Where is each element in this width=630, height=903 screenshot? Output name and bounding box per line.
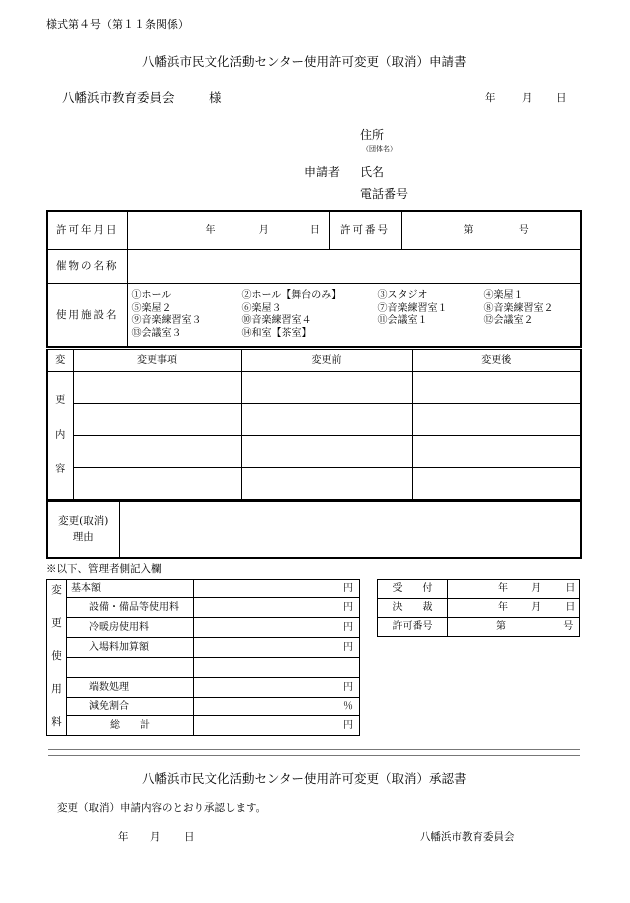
facility-option[interactable]: ②ホール【舞台のみ】 (241, 290, 342, 302)
receipt-year: 年 (498, 583, 508, 595)
receipt-month: 月 (531, 583, 542, 595)
fee-row-label: 基本額 (67, 580, 194, 598)
approval-date-month: 月 (150, 831, 161, 843)
facility-option[interactable]: ⑭和室【茶室】 (241, 327, 312, 339)
fee-side-char: 変 (51, 584, 62, 596)
reason-label-line: 変更(取消) (58, 515, 109, 528)
permit-date-month: 月 (258, 224, 269, 236)
fee-row-amount[interactable]: 円 (194, 678, 360, 698)
approval-date-day: 日 (184, 831, 195, 843)
application-table (46, 210, 582, 348)
fee-row-amount[interactable] (194, 658, 360, 678)
date-day: 日 (556, 92, 567, 104)
fee-row-label: 減免割合 (67, 698, 194, 716)
facility-option[interactable]: ⑫会議室２ (483, 315, 534, 327)
change-after-cell[interactable] (412, 404, 581, 436)
facility-option[interactable]: ⑤楽屋２ (131, 302, 172, 314)
fee-row-label: 冷暖房使用料 (67, 618, 194, 638)
fee-row-amount[interactable]: 円 (194, 598, 360, 618)
fee-row-amount[interactable]: 円 (194, 638, 360, 658)
permit-no-label: 許可番号 (329, 211, 401, 249)
change-after-cell[interactable] (412, 372, 581, 404)
applicant-label: 申請者 (304, 165, 341, 179)
fee-side-char: 使 (51, 650, 62, 663)
change-side-char: 更 (55, 395, 66, 406)
address-label: 住所 (360, 128, 385, 142)
date-year: 年 (485, 92, 496, 104)
name-label: 氏名 (360, 165, 385, 179)
addressee: 八幡浜市教育委員会 (62, 90, 175, 105)
permit-no-field[interactable] (401, 211, 581, 249)
change-after-cell[interactable] (412, 436, 581, 468)
permit-date-label: 許可年月日 (47, 211, 127, 249)
phone-label: 電話番号 (360, 187, 409, 201)
receipt-permit-suffix: 号 (563, 621, 574, 633)
change-before-cell[interactable] (241, 468, 412, 500)
org-note: （団体名） (362, 145, 397, 153)
change-item-cell[interactable] (73, 404, 241, 436)
approval-date-field[interactable] (448, 599, 580, 618)
facility-option[interactable]: ⑦音楽練習室１ (377, 302, 448, 314)
honorific: 様 (209, 90, 222, 105)
approval-issuer: 八幡浜市教育委員会 (420, 831, 515, 843)
fee-side-char: 料 (51, 716, 62, 729)
fee-row-label: 入場料加算額 (67, 638, 194, 658)
change-before-cell[interactable] (241, 372, 412, 404)
reason-label (47, 502, 119, 558)
fee-row-amount[interactable]: ％ (194, 698, 360, 716)
change-side-char: 変 (47, 350, 73, 372)
receipt-table (377, 579, 580, 637)
fee-row-label: 設備・備品等使用料 (67, 598, 194, 618)
facility-option[interactable]: ⑬会議室３ (131, 327, 182, 339)
change-header-item: 変更事項 (73, 350, 241, 372)
approval-statement: 変更（取消）申請内容のとおり承認します。 (57, 802, 267, 814)
receipt-permit-no-label: 許可番号 (378, 618, 448, 637)
page-title: 八幡浜市民文化活動センター使用許可変更（取消）申請書 (142, 54, 467, 69)
facility-option[interactable]: ⑧音楽練習室２ (483, 302, 554, 314)
change-side-char: 内 (55, 429, 66, 441)
facility-option[interactable]: ⑥楽屋３ (241, 302, 282, 314)
fee-side-label (47, 580, 67, 736)
receipt-date-field[interactable] (448, 580, 580, 599)
event-name-field[interactable] (127, 249, 581, 283)
change-before-cell[interactable] (241, 404, 412, 436)
form-number: 様式第４号（第１１条関係） (46, 18, 189, 31)
facility-option[interactable]: ⑪会議室１ (377, 315, 428, 327)
fee-row-label: 端数処理 (67, 678, 194, 698)
change-item-cell[interactable] (73, 468, 241, 500)
receipt-permit-no-field[interactable] (448, 618, 580, 637)
change-details-table (46, 349, 582, 501)
fee-side-char: 用 (51, 683, 62, 696)
permit-no-prefix: 第 (463, 224, 474, 236)
facility-option[interactable]: ⑨音楽練習室３ (131, 315, 202, 327)
change-header-before: 変更前 (241, 350, 412, 372)
receipt-day: 日 (565, 583, 576, 595)
reason-table (46, 501, 582, 559)
approval-title: 八幡浜市民文化活動センター使用許可変更（取消）承認書 (142, 771, 467, 786)
reason-field[interactable] (119, 502, 581, 558)
event-name-label: 催物の名称 (47, 249, 127, 283)
change-side-char: 容 (55, 464, 66, 475)
receipt-label: 受 付 (378, 580, 448, 599)
fee-row-amount[interactable]: 円 (194, 580, 360, 598)
permit-no-suffix: 号 (518, 224, 529, 236)
facility-option[interactable]: ④楽屋１ (483, 290, 524, 302)
facility-label: 使用施設名 (47, 283, 127, 347)
facility-option[interactable]: ③スタジオ (377, 290, 428, 302)
approval-month: 月 (531, 602, 542, 614)
approval-year: 年 (498, 602, 508, 614)
approval-date-year: 年 (118, 831, 129, 843)
fee-total-amount[interactable]: 円 (194, 716, 360, 736)
permit-date-year: 年 (205, 224, 216, 236)
approval-label: 決 裁 (378, 599, 448, 618)
reason-label-line: 理由 (72, 531, 94, 544)
change-item-cell[interactable] (73, 372, 241, 404)
fee-total-label: 総 計 (67, 716, 194, 736)
change-header-after: 変更後 (412, 350, 581, 372)
admin-note: ※以下、管理者側記入欄 (46, 563, 162, 575)
fee-table (46, 579, 360, 736)
fee-row-label (67, 658, 194, 678)
change-after-cell[interactable] (412, 468, 581, 500)
facility-list (127, 283, 581, 347)
approval-day: 日 (565, 602, 576, 614)
change-item-cell[interactable] (73, 436, 241, 468)
cut-line-divider (48, 749, 580, 756)
change-before-cell[interactable] (241, 436, 412, 468)
receipt-permit-prefix: 第 (496, 621, 506, 633)
permit-date-field[interactable] (127, 211, 329, 249)
fee-side-char: 更 (51, 617, 62, 630)
permit-date-day: 日 (309, 224, 320, 236)
facility-option[interactable]: ⑩音楽練習室４ (241, 315, 312, 327)
change-side-label (47, 372, 73, 500)
date-month: 月 (522, 92, 533, 104)
facility-option[interactable]: ①ホール (131, 290, 172, 302)
fee-row-amount[interactable]: 円 (194, 618, 360, 638)
